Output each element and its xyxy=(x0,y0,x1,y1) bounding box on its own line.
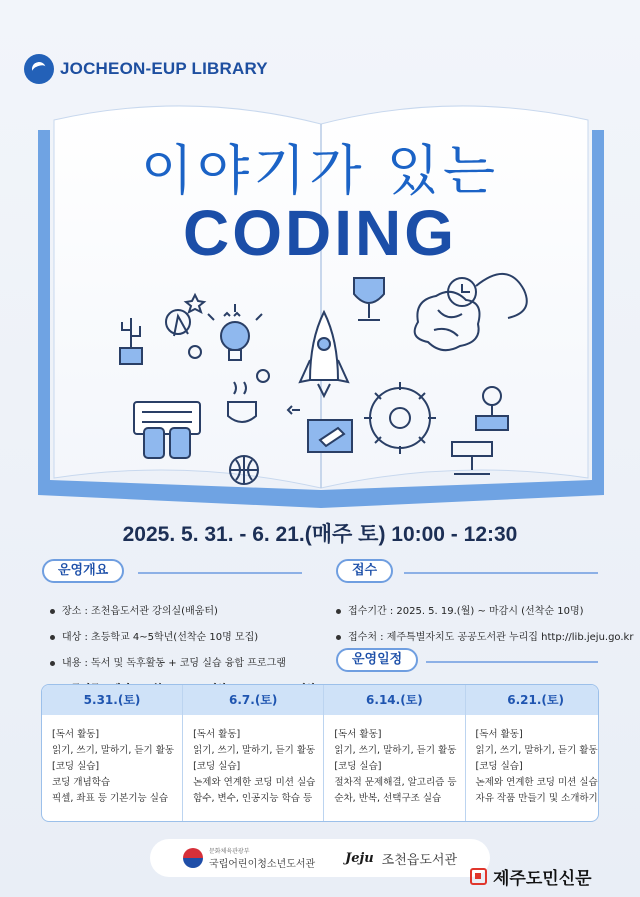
schedule-content: [독서 활동] 읽기, 쓰기, 말하기, 듣기 활동 [코딩 실습] 코딩 개념학습 픽셀, 좌표 등 기본기능 실습 xyxy=(52,729,175,804)
bullet-icon xyxy=(336,635,341,640)
globe-icon xyxy=(230,456,258,484)
schedule-date: 6.21.(토) xyxy=(466,685,599,715)
schedule-date: 5.31.(토) xyxy=(42,685,182,715)
registration-divider xyxy=(404,572,598,574)
monitor-icon xyxy=(308,420,352,452)
schedule-divider xyxy=(426,661,598,663)
newspaper-logo-icon xyxy=(470,868,487,885)
newspaper-watermark: 제주도민신문 xyxy=(470,864,592,889)
bullet-icon xyxy=(50,661,55,666)
overview-item: 내용 : 독서 및 독후활동 + 코딩 실습 융합 프로그램 xyxy=(50,654,320,669)
taeguk-icon xyxy=(183,848,203,868)
schedule-table xyxy=(41,684,599,822)
program-dates: 2025. 5. 31. - 6. 21.(매주 토) 10:00 - 12:30 xyxy=(122,523,518,546)
jeju-logo: Jeju xyxy=(345,850,374,866)
overview-item: 대상 : 초등학교 4~5학년(선착순 10명 모집) xyxy=(50,628,320,643)
schedule-column xyxy=(42,685,183,821)
library-logo-icon xyxy=(24,54,54,84)
schedule-column xyxy=(324,685,465,821)
main-title-korean: 이야기가 있는 xyxy=(140,139,500,202)
schedule-content: [독서 활동] 읽기, 쓰기, 말하기, 듣기 활동 [코딩 실습] 절차적 문제해결, 알고리즘 등 순차, 반복, 선택구조 실습 xyxy=(334,729,457,804)
registration-item: 접수기간 : 2025. 5. 19.(월) ~ 마감시 (선착순 10명) xyxy=(336,602,633,617)
registration-item: 접수처 : 제주특별자치도 공공도서관 누리집 http://lib.jeju.go.kr xyxy=(336,628,633,643)
main-title-coding: CODING xyxy=(183,197,457,269)
overview-label: 운영개요 xyxy=(42,559,124,583)
gov-sponsor: 문화체육관광부 국립어린이청소년도서관 xyxy=(183,846,315,870)
bullet-icon xyxy=(50,635,55,640)
schedule-content: [독서 활동] 읽기, 쓰기, 말하기, 듣기 활동 [코딩 실습] 논제와 연계한 코딩 미션 실습 자유 작품 만들기 및 소개하기 xyxy=(475,729,598,804)
overview-item: 장소 : 조천읍도서관 강의실(배움터) xyxy=(50,602,320,617)
bullet-icon xyxy=(336,609,341,614)
library-sponsor: Jeju 조천읍도서관 xyxy=(345,850,458,868)
library-logo-text: JOCHEON-EUP LIBRARY xyxy=(60,59,268,78)
schedule-column xyxy=(466,685,599,821)
registration-label: 접수 xyxy=(336,559,393,583)
schedule-label: 운영일정 xyxy=(336,648,418,672)
schedule-date: 6.7.(토) xyxy=(183,685,323,715)
overview-divider xyxy=(138,572,302,574)
bullet-icon xyxy=(50,609,55,614)
registration-list xyxy=(336,602,633,654)
sponsor-footer xyxy=(150,839,490,877)
schedule-content: [독서 활동] 읽기, 쓰기, 말하기, 듣기 활동 [코딩 실습] 논제와 연계한 코딩 미션 실습 함수, 변수, 인공지능 학습 등 xyxy=(193,729,316,804)
schedule-column xyxy=(183,685,324,821)
schedule-date: 6.14.(토) xyxy=(324,685,464,715)
library-logo xyxy=(24,54,268,84)
